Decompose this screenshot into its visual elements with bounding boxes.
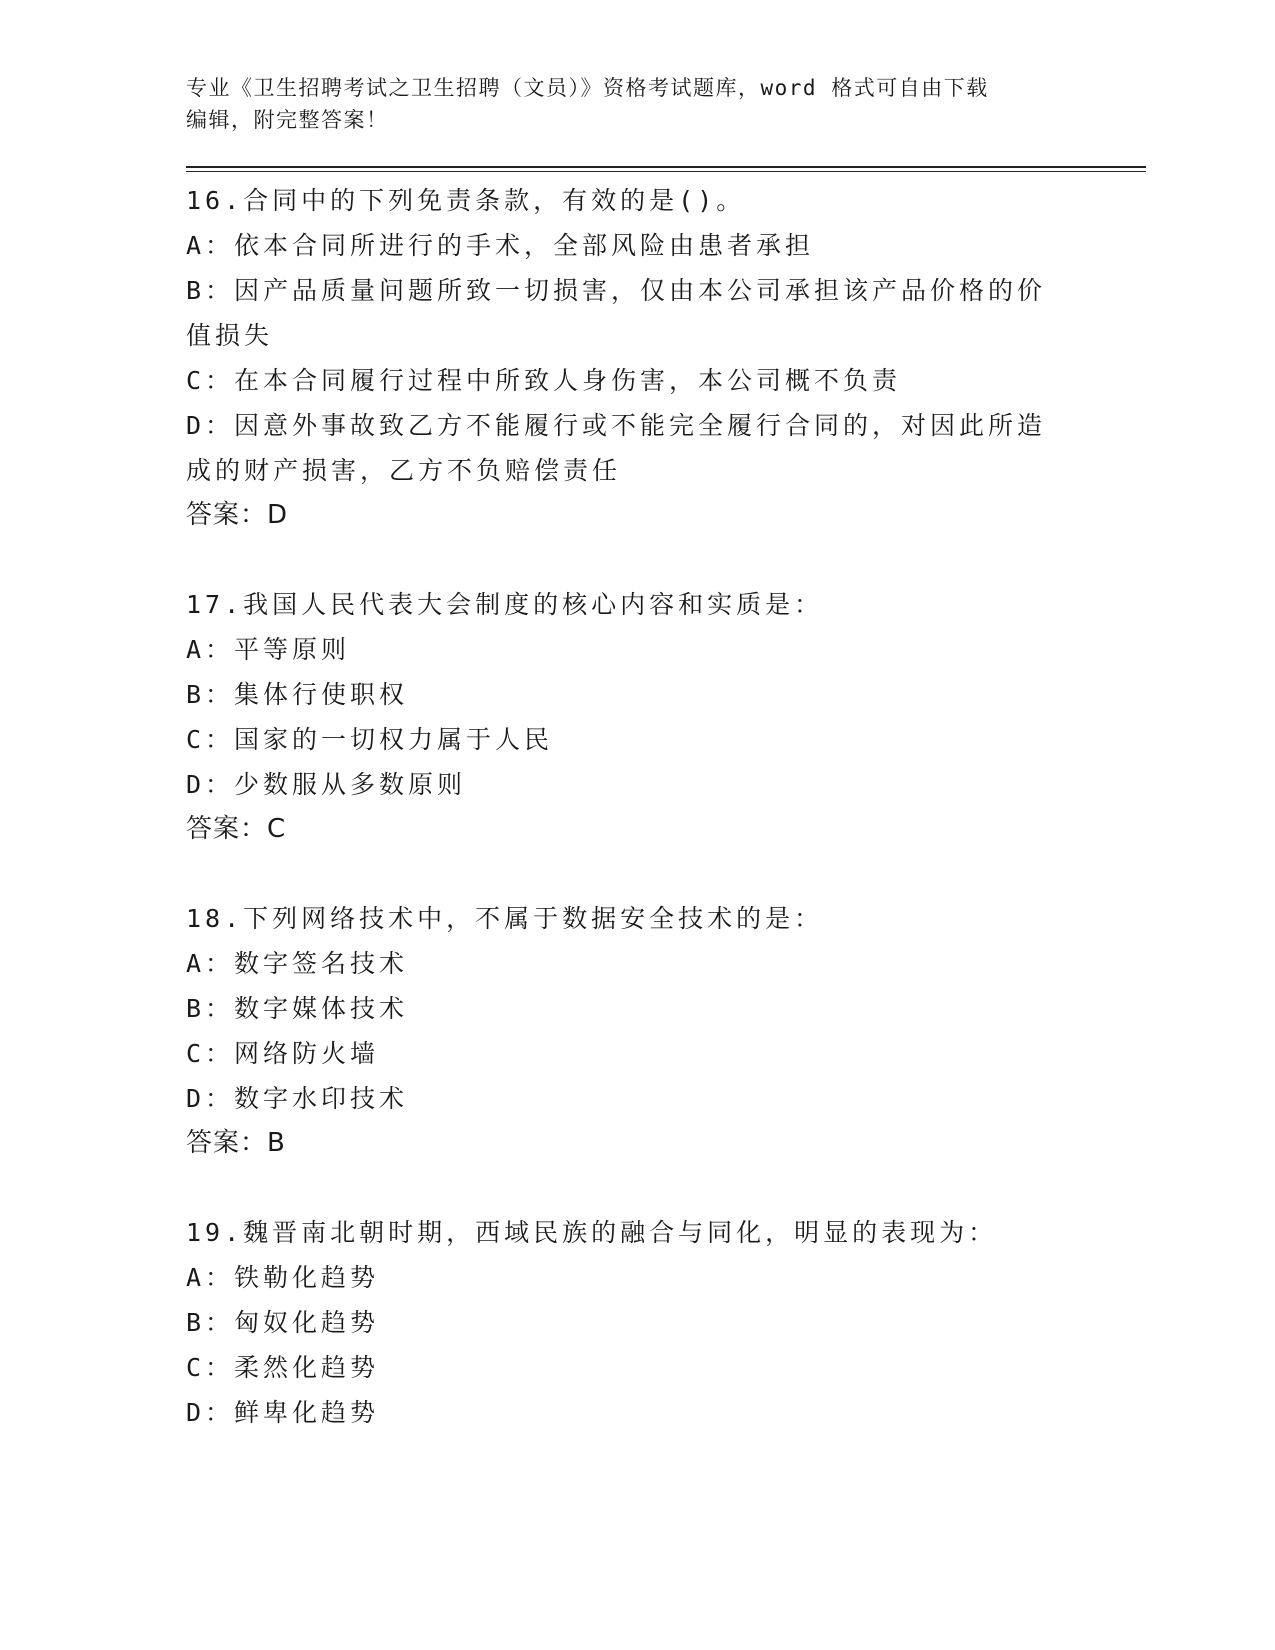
question-block — [186, 896, 1146, 1166]
option-a: A：依本合同所进行的手术，全部风险由患者承担 — [186, 231, 815, 260]
option-c: C：柔然化趋势 — [186, 1353, 380, 1382]
option-c: C：国家的一切权力属于人民 — [186, 725, 554, 754]
question-stem: 17.我国人民代表大会制度的核心内容和实质是： — [186, 590, 824, 619]
option-a: A：数字签名技术 — [186, 949, 409, 978]
option-d: D：因意外事故致乙方不能履行或不能完全履行合同的，对因此所造成的财产损害，乙方不负赔偿责任 — [186, 411, 1047, 485]
question-block — [186, 582, 1146, 852]
option-c: C：网络防火墙 — [186, 1039, 380, 1068]
option-d: D：数字水印技术 — [186, 1084, 409, 1113]
option-d: D：少数服从多数原则 — [186, 770, 467, 799]
header-line-2: 编辑，附完整答案！ — [186, 108, 389, 132]
question-block — [186, 178, 1146, 538]
document-page — [186, 72, 1146, 1435]
question-block — [186, 1210, 1146, 1435]
header-divider — [186, 166, 1146, 172]
question-stem: 19.魏晋南北朝时期，西域民族的融合与同化，明显的表现为： — [186, 1218, 998, 1247]
option-d: D：鲜卑化趋势 — [186, 1398, 380, 1427]
option-c: C：在本合同履行过程中所致人身伤害，本公司概不负责 — [186, 366, 902, 395]
option-a: A：平等原则 — [186, 635, 351, 664]
option-b: B：匈奴化趋势 — [186, 1308, 380, 1337]
header-line-1: 专业《卫生招聘考试之卫生招聘（文员）》资格考试题库，word 格式可自由下载 — [186, 76, 989, 100]
answer-line: 答案：C — [186, 814, 287, 844]
question-stem: 16.合同中的下列免责条款，有效的是()。 — [186, 186, 746, 215]
answer-line: 答案：B — [186, 1128, 286, 1158]
option-a: A：铁勒化趋势 — [186, 1263, 380, 1292]
answer-line: 答案：D — [186, 500, 289, 530]
option-b: B：数字媒体技术 — [186, 994, 409, 1023]
option-b: B：集体行使职权 — [186, 680, 409, 709]
question-stem: 18.下列网络技术中，不属于数据安全技术的是： — [186, 904, 824, 933]
option-b: B：因产品质量问题所致一切损害，仅由本公司承担该产品价格的价值损失 — [186, 276, 1047, 350]
document-header — [186, 72, 1066, 136]
